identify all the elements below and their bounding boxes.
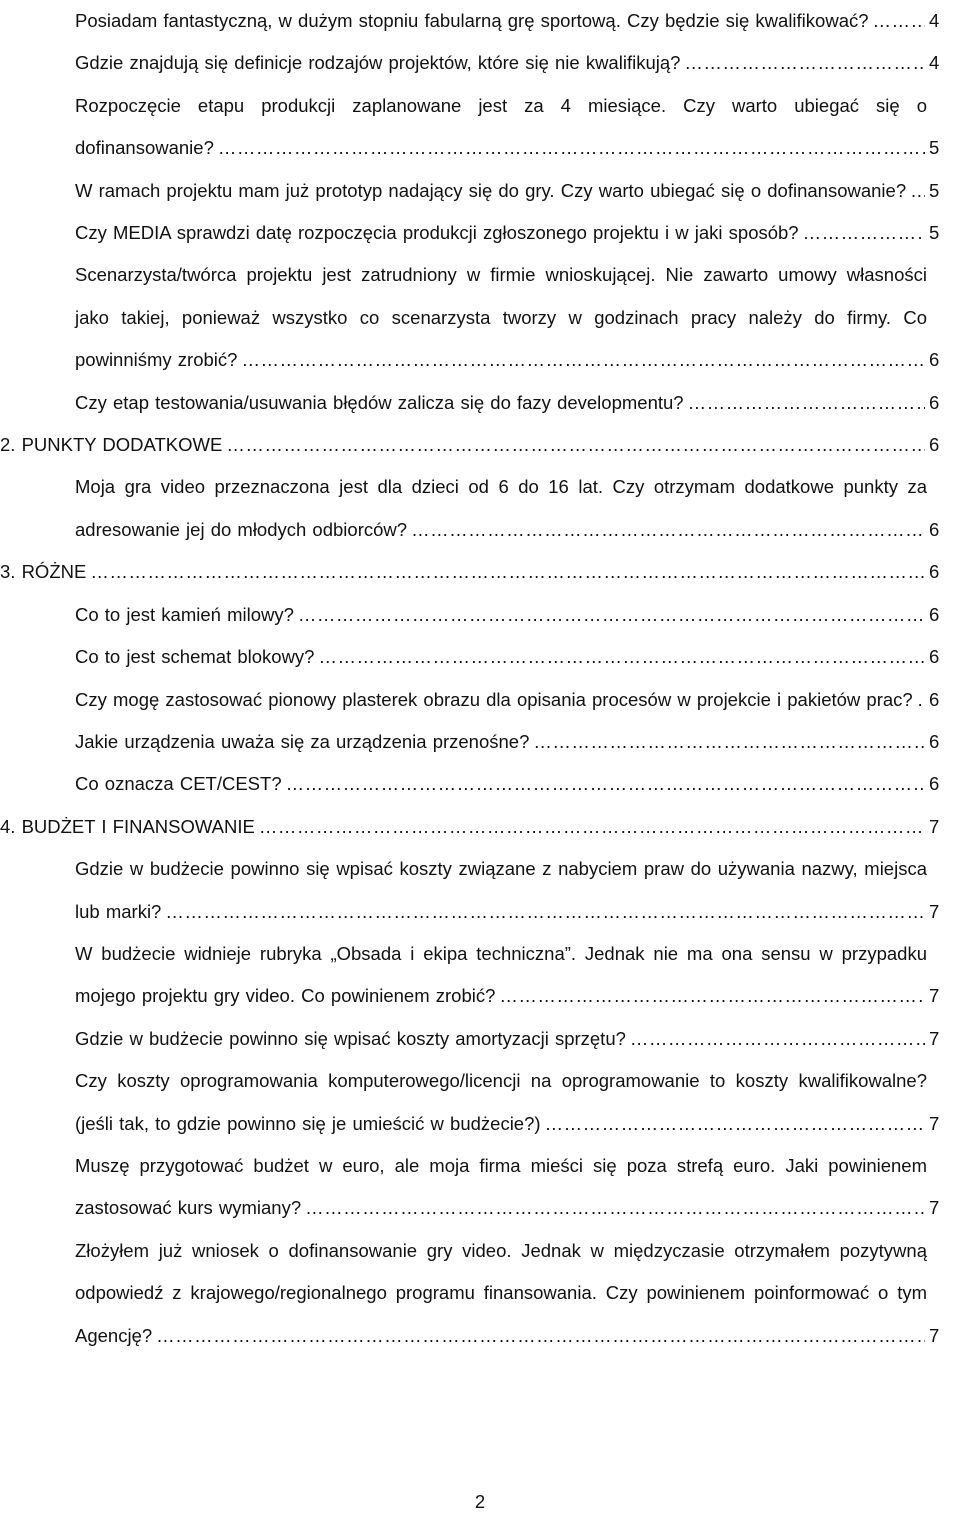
toc-entry-title: 2. PUNKTY DODATKOWE [0, 434, 223, 456]
toc-dot-leader [803, 212, 925, 254]
toc-dot-leader [226, 424, 925, 466]
toc-entry-title: Jakie urządzenia uważa się za urządzenia przenośne? [75, 730, 530, 752]
toc-entry-page-number: 6 [929, 603, 940, 625]
toc-dot-leader [259, 806, 925, 848]
toc-dot-leader [910, 170, 925, 212]
toc-entry-title: Czy etap testowania/usuwania błędów zalicza się do fazy developmentu? [75, 391, 684, 413]
toc-entry-title: Czy mogę zastosować pionowy plasterek obrazu dla opisania procesów w projekcie i pakietów prac? [75, 688, 913, 710]
toc-dot-leader [499, 975, 925, 1017]
toc-entry-page-number: 4 [929, 10, 940, 32]
toc-dot-leader [318, 636, 925, 678]
toc-entry-page-number: 4 [929, 52, 940, 74]
toc-entry-title: Rozpoczęcie etapu produkcji zaplanowane jest za 4 miesiące. Czy warto ubiegać się o dofinansowanie? [75, 94, 927, 159]
toc-entry-page-number: 6 [929, 688, 940, 710]
toc-entry-title: Gdzie w budżecie powinno się wpisać koszty amortyzacji sprzętu? [75, 1027, 626, 1049]
toc-entry-title: Moja gra video przeznaczona jest dla dzieci od 6 do 16 lat. Czy otrzymam dodatkowe punkty za adresowanie jej do młodych odbiorców? [75, 476, 927, 540]
toc-dot-leader [241, 339, 925, 381]
toc-entry-title: Co to jest schemat blokowy? [75, 646, 315, 668]
toc-entry-title: 3. RÓŻNE [0, 561, 87, 583]
toc-entry-page-number: 6 [929, 646, 940, 668]
toc-entry-title: Czy koszty oprogramowania komputerowego/licencji na oprogramowanie to koszty kwalifikowalne? (jeśli tak, to gdzie powinno się je umieścić w budżecie?) [75, 1070, 927, 1134]
toc-dot-leader [411, 509, 925, 551]
toc-dot-leader [286, 763, 925, 805]
toc-entry[interactable] [0, 0, 955, 42]
toc-entry-page-number: 5 [929, 222, 940, 244]
toc-dot-leader [298, 594, 925, 636]
toc-entry-page-number: 7 [929, 815, 940, 837]
toc-entry[interactable] [0, 848, 955, 933]
toc-entry-page-number: 5 [929, 179, 940, 201]
toc-entry[interactable] [0, 1230, 955, 1357]
toc-dot-leader [545, 1103, 925, 1145]
toc-entry-page-number: 6 [929, 561, 940, 583]
toc-section-heading[interactable] [0, 806, 955, 848]
toc-entry-title: Muszę przygotować budżet w euro, ale moja firma mieści się poza strefą euro. Jaki powinienem zastosować kurs wymiany? [75, 1154, 927, 1219]
toc-entry-page-number: 7 [929, 1112, 940, 1134]
toc-dot-leader [90, 551, 925, 593]
toc-entry-title: 4. BUDŻET I FINANSOWANIE [0, 815, 255, 837]
toc-dot-leader [684, 42, 925, 84]
toc-entry-title: Czy MEDIA sprawdzi datę rozpoczęcia produkcji zgłoszonego projektu i w jaki sposób? [75, 222, 799, 244]
toc-entry-title: Złożyłem już wniosek o dofinansowanie gry video. Jednak w międzyczasie otrzymałem pozytywną odpowiedź z krajowego/regionalnego programu finansowania. Czy powinienem poinformować o tym Agencję? [75, 1239, 927, 1346]
toc-entry-page-number: 6 [929, 773, 940, 795]
toc-entry[interactable] [0, 763, 955, 805]
toc-entry[interactable] [0, 933, 955, 1018]
toc-entry[interactable] [0, 594, 955, 636]
page-number: 2 [474, 1491, 486, 1512]
toc-entry-title: Gdzie w budżecie powinno się wpisać koszty związane z nabyciem praw do używania nazwy, miejsca lub marki? [75, 858, 927, 922]
toc-entry-page-number: 7 [929, 1027, 940, 1049]
toc-entry-title: Gdzie znajdują się definicje rodzajów projektów, które się nie kwalifikują? [75, 52, 681, 74]
toc-entry-page-number: 7 [929, 900, 940, 922]
toc-entry-page-number: 6 [929, 391, 940, 413]
toc-entry[interactable] [0, 721, 955, 763]
toc-entry-page-number: 6 [929, 349, 940, 371]
toc-dot-leader [218, 127, 925, 169]
toc-entry[interactable] [0, 1060, 955, 1145]
toc-entry[interactable] [0, 382, 955, 424]
toc-entry[interactable] [0, 1018, 955, 1060]
toc-entry-page-number: 6 [929, 730, 940, 752]
toc-entry-page-number: 7 [929, 985, 940, 1007]
toc-entry-title: Co to jest kamień milowy? [75, 603, 294, 625]
toc-entry[interactable] [0, 170, 955, 212]
toc-entry[interactable] [0, 636, 955, 678]
toc-entry-title: Posiadam fantastyczną, w dużym stopniu fabularną grę sportową. Czy będzie się kwalifikować? [75, 10, 869, 31]
toc-entry-page-number: 5 [929, 137, 940, 159]
toc-entry[interactable] [0, 85, 955, 170]
toc-entry[interactable] [0, 466, 955, 551]
toc-entry[interactable] [0, 254, 955, 381]
toc-entry-page-number: 6 [929, 518, 940, 540]
toc-dot-leader [917, 679, 925, 721]
toc-entry-title: Scenarzysta/twórca projektu jest zatrudniony w firmie wnioskującej. Nie zawarto umowy własności jako takiej, ponieważ wszystko co scenarzysta tworzy w godzinach pracy należy do firmy. Co powinniśmy zrobić? [75, 264, 927, 371]
toc-entry[interactable] [0, 42, 955, 84]
toc-dot-leader [165, 891, 925, 933]
toc-entry-page-number: 6 [929, 434, 940, 456]
toc-section-heading[interactable] [0, 424, 955, 466]
toc-entry[interactable] [0, 212, 955, 254]
toc-section-heading[interactable] [0, 551, 955, 593]
toc-dot-leader [305, 1187, 925, 1229]
toc-dot-leader [873, 0, 925, 42]
toc-entry-page-number: 7 [929, 1197, 940, 1219]
toc-entry-title: W ramach projektu mam już prototyp nadający się do gry. Czy warto ubiegać się o dofinansowanie? [75, 179, 907, 201]
toc-entry-title: W budżecie widnieje rubryka „Obsada i ekipa techniczna”. Jednak nie ma ona sensu w przypadku mojego projektu gry video. Co powinienem zrobić? [75, 942, 927, 1007]
toc-dot-leader [156, 1315, 925, 1357]
toc-dot-leader [533, 721, 925, 763]
toc-entry-page-number: 7 [929, 1324, 940, 1346]
toc-entry-title: Co oznacza CET/CEST? [75, 773, 282, 795]
toc-dot-leader [630, 1018, 925, 1060]
toc-entry[interactable] [0, 679, 955, 721]
toc-dot-leader [688, 382, 925, 424]
toc-entry[interactable] [0, 1145, 955, 1230]
